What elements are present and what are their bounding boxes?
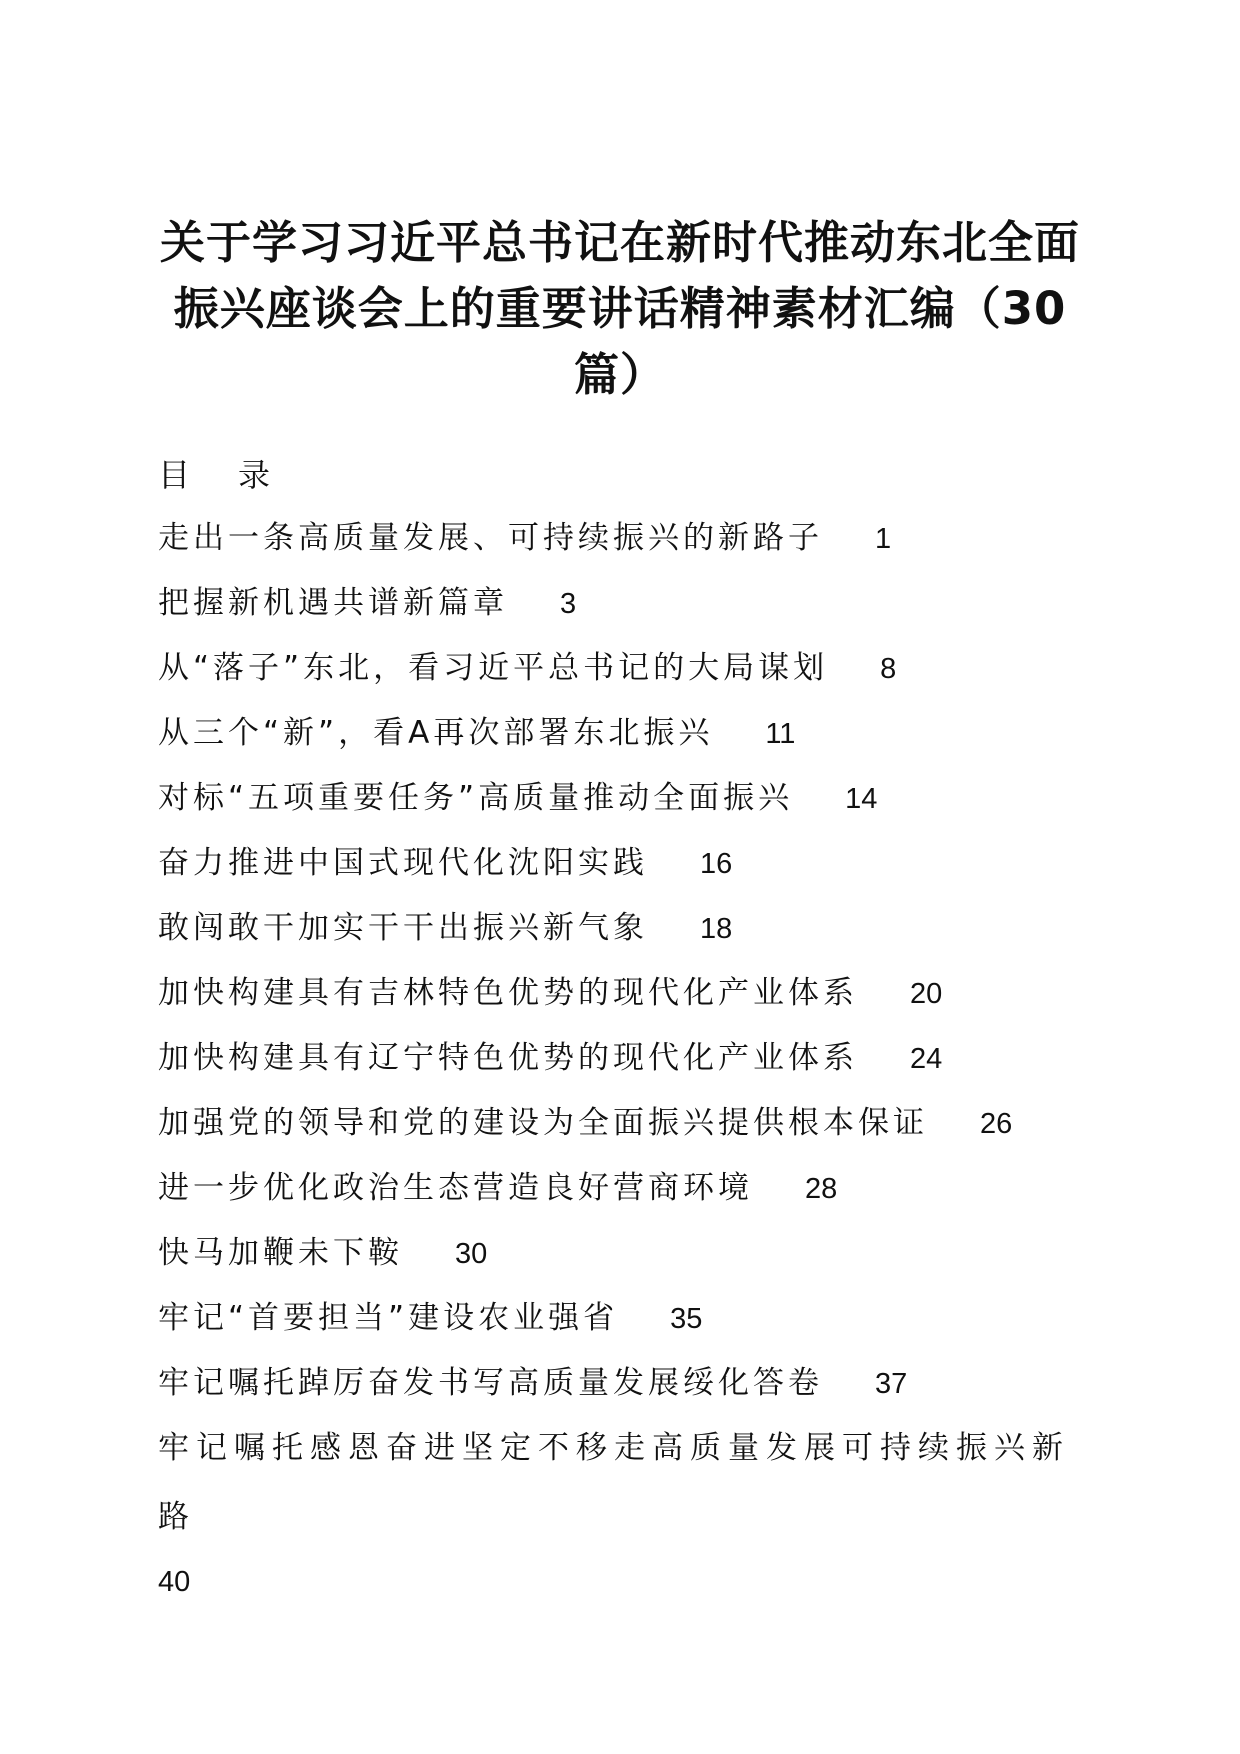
toc-entry-title: 敢闯敢干加实干干出振兴新气象 — [158, 910, 648, 946]
toc-entry[interactable] — [158, 1416, 1088, 1610]
toc-entry-page: 30 — [455, 1238, 488, 1270]
toc-entry-page: 20 — [910, 978, 943, 1010]
toc-entry-page: 28 — [805, 1173, 838, 1205]
toc-entry-page: 40 — [158, 1566, 191, 1598]
toc-entry-page: 11 — [765, 718, 796, 750]
toc-entry-title: 从“落子”东北，看习近平总书记的大局谋划 — [158, 650, 829, 686]
toc-entry-title: 从三个“新”，看A再次部署东北振兴 — [158, 715, 714, 751]
toc-entry[interactable] — [158, 583, 1088, 648]
toc-entry-page: 26 — [980, 1108, 1013, 1140]
toc-entry-title: 对标“五项重要任务”高质量推动全面振兴 — [158, 780, 794, 816]
toc-entry[interactable] — [158, 908, 1088, 973]
toc-entry[interactable] — [158, 713, 1088, 778]
toc-entry-title: 加快构建具有吉林特色优势的现代化产业体系 — [158, 975, 858, 1011]
toc-entry-title: 加快构建具有辽宁特色优势的现代化产业体系 — [158, 1040, 858, 1076]
toc-entry[interactable] — [158, 973, 1088, 1038]
document-title: 关于学习习近平总书记在新时代推动东北全面振兴座谈会上的重要讲话精神素材汇编（30篇） — [159, 216, 1080, 401]
toc-entry[interactable] — [158, 1038, 1088, 1103]
toc-entry-title: 快马加鞭未下鞍 — [158, 1235, 403, 1271]
toc-entry-page: 24 — [910, 1043, 943, 1075]
toc-entry-title: 牢记嘱托感恩奋进坚定不移走高质量发展可持续振兴新路 — [158, 1430, 1070, 1535]
toc-entry[interactable] — [158, 518, 1088, 583]
toc-heading: 目录 — [158, 456, 319, 494]
toc-entry-page: 18 — [700, 913, 733, 945]
table-of-contents — [158, 518, 1088, 1610]
toc-entry[interactable] — [158, 1103, 1088, 1168]
toc-entry[interactable] — [158, 1298, 1088, 1363]
toc-entry[interactable] — [158, 648, 1088, 713]
toc-entry-title: 加强党的领导和党的建设为全面振兴提供根本保证 — [158, 1105, 928, 1141]
toc-entry-title: 把握新机遇共谱新篇章 — [158, 585, 508, 621]
toc-entry-title: 奋力推进中国式现代化沈阳实践 — [158, 845, 648, 881]
toc-entry-page: 37 — [875, 1368, 908, 1400]
toc-entry[interactable] — [158, 843, 1088, 908]
toc-entry-title: 牢记嘱托踔厉奋发书写高质量发展绥化答卷 — [158, 1365, 823, 1401]
toc-entry[interactable] — [158, 1168, 1088, 1233]
toc-entry[interactable] — [158, 1233, 1088, 1298]
toc-entry-title: 牢记“首要担当”建设农业强省 — [158, 1300, 619, 1336]
toc-entry-title: 进一步优化政治生态营造良好营商环境 — [158, 1170, 753, 1206]
toc-entry-title: 走出一条高质量发展、可持续振兴的新路子 — [158, 520, 823, 556]
toc-entry-page: 1 — [875, 523, 892, 555]
toc-entry-page: 16 — [700, 848, 733, 880]
toc-entry-page: 3 — [560, 588, 577, 620]
toc-entry-page: 8 — [880, 653, 897, 685]
toc-entry-page: 14 — [845, 783, 878, 815]
toc-entry-page: 35 — [670, 1303, 703, 1335]
toc-entry[interactable] — [158, 778, 1088, 843]
